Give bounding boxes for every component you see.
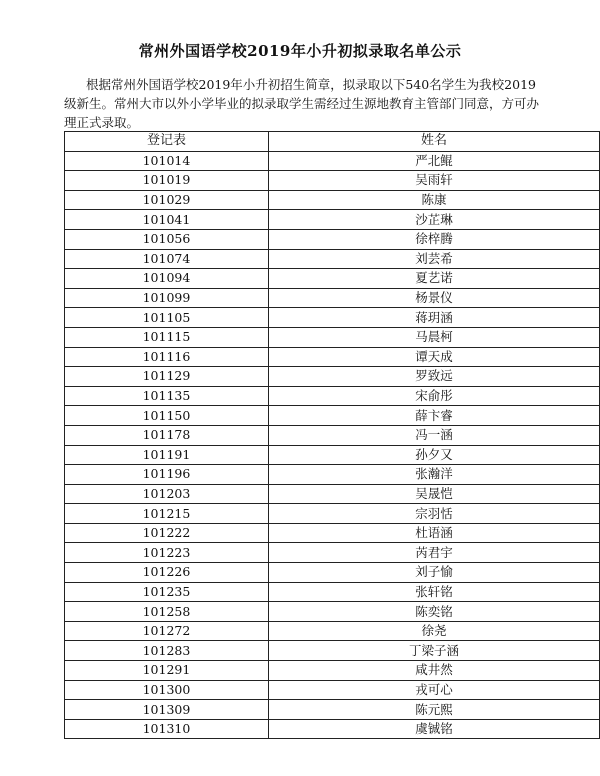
registration-id-cell: 101203 bbox=[65, 484, 269, 504]
table-row bbox=[65, 543, 600, 563]
student-name-cell: 薛卞睿 bbox=[268, 406, 599, 426]
student-name-cell: 丁梁子涵 bbox=[268, 641, 599, 661]
table-row bbox=[65, 171, 600, 191]
student-name-cell: 戎可心 bbox=[268, 680, 599, 700]
table-row bbox=[65, 269, 600, 289]
student-name-cell: 沙芷琳 bbox=[268, 210, 599, 230]
registration-id-cell: 101019 bbox=[65, 171, 269, 191]
table-row bbox=[65, 465, 600, 485]
registration-id-cell: 101129 bbox=[65, 367, 269, 387]
table-row bbox=[65, 425, 600, 445]
registration-id-cell: 101215 bbox=[65, 504, 269, 524]
header-registration-id: 登记表 bbox=[65, 132, 269, 152]
intro-paragraph: 根据常州外国语学校2019年小升初招生简章，拟录取以下540名学生为我校2019级新生。常州大市以外小学毕业的拟录取学生需经过生源地教育主管部门同意，方可办理正式录取。 bbox=[64, 77, 540, 130]
table-row bbox=[65, 621, 600, 641]
table-row bbox=[65, 582, 600, 602]
table-row bbox=[65, 190, 600, 210]
student-name-cell: 谭天成 bbox=[268, 347, 599, 367]
student-name-cell: 虞铖铭 bbox=[268, 719, 599, 739]
student-name-cell: 陈奕铭 bbox=[268, 602, 599, 622]
student-name-cell: 刘子愉 bbox=[268, 563, 599, 583]
table-row bbox=[65, 661, 600, 681]
table-header-row bbox=[65, 132, 600, 152]
registration-id-cell: 101099 bbox=[65, 288, 269, 308]
student-name-cell: 杜语涵 bbox=[268, 523, 599, 543]
student-name-cell: 宗羽恬 bbox=[268, 504, 599, 524]
registration-id-cell: 101094 bbox=[65, 269, 269, 289]
student-name-cell: 吴晟恺 bbox=[268, 484, 599, 504]
table-row bbox=[65, 367, 600, 387]
student-name-cell: 徐梓腾 bbox=[268, 229, 599, 249]
registration-id-cell: 101135 bbox=[65, 386, 269, 406]
table-row bbox=[65, 229, 600, 249]
student-name-cell: 罗致远 bbox=[268, 367, 599, 387]
student-name-cell: 宋俞彤 bbox=[268, 386, 599, 406]
student-name-cell: 徐尧 bbox=[268, 621, 599, 641]
registration-id-cell: 101178 bbox=[65, 425, 269, 445]
student-name-cell: 严北鲲 bbox=[268, 151, 599, 171]
registration-id-cell: 101272 bbox=[65, 621, 269, 641]
registration-id-cell: 101056 bbox=[65, 229, 269, 249]
registration-id-cell: 101196 bbox=[65, 465, 269, 485]
table-row bbox=[65, 484, 600, 504]
registration-id-cell: 101029 bbox=[65, 190, 269, 210]
registration-id-cell: 101310 bbox=[65, 719, 269, 739]
student-name-cell: 杨景仪 bbox=[268, 288, 599, 308]
registration-id-cell: 101014 bbox=[65, 151, 269, 171]
page-title: 常州外国语学校2019年小升初拟录取名单公示 bbox=[138, 42, 462, 60]
table-row bbox=[65, 719, 600, 739]
registration-id-cell: 101074 bbox=[65, 249, 269, 269]
student-name-cell: 夏艺诺 bbox=[268, 269, 599, 289]
registration-id-cell: 101041 bbox=[65, 210, 269, 230]
student-name-cell: 蒋玥涵 bbox=[268, 308, 599, 328]
table-body bbox=[65, 151, 600, 739]
registration-id-cell: 101258 bbox=[65, 602, 269, 622]
student-name-cell: 张瀚洋 bbox=[268, 465, 599, 485]
student-name-cell: 刘芸希 bbox=[268, 249, 599, 269]
table-row bbox=[65, 210, 600, 230]
student-name-cell: 孙夕又 bbox=[268, 445, 599, 465]
registration-id-cell: 101150 bbox=[65, 406, 269, 426]
table-row bbox=[65, 523, 600, 543]
registration-id-cell: 101222 bbox=[65, 523, 269, 543]
table-row bbox=[65, 680, 600, 700]
table-row bbox=[65, 445, 600, 465]
table-row bbox=[65, 641, 600, 661]
student-name-cell: 冯一涵 bbox=[268, 425, 599, 445]
registration-id-cell: 101235 bbox=[65, 582, 269, 602]
student-name-cell: 吴雨轩 bbox=[268, 171, 599, 191]
table-row bbox=[65, 288, 600, 308]
registration-id-cell: 101300 bbox=[65, 680, 269, 700]
student-name-cell: 张轩铭 bbox=[268, 582, 599, 602]
table-row bbox=[65, 327, 600, 347]
registration-id-cell: 101116 bbox=[65, 347, 269, 367]
header-name: 姓名 bbox=[268, 132, 599, 152]
table-row bbox=[65, 602, 600, 622]
table-row bbox=[65, 308, 600, 328]
student-name-cell: 陈元熙 bbox=[268, 700, 599, 720]
table-row bbox=[65, 563, 600, 583]
table-row bbox=[65, 347, 600, 367]
student-name-cell: 芮君宇 bbox=[268, 543, 599, 563]
student-name-cell: 马晨柯 bbox=[268, 327, 599, 347]
table-row bbox=[65, 406, 600, 426]
registration-id-cell: 101291 bbox=[65, 661, 269, 681]
registration-id-cell: 101115 bbox=[65, 327, 269, 347]
registration-id-cell: 101283 bbox=[65, 641, 269, 661]
table-row bbox=[65, 504, 600, 524]
table-row bbox=[65, 151, 600, 171]
student-name-cell: 咸井然 bbox=[268, 661, 599, 681]
admission-table bbox=[64, 131, 600, 739]
student-name-cell: 陈康 bbox=[268, 190, 599, 210]
registration-id-cell: 101309 bbox=[65, 700, 269, 720]
table-row bbox=[65, 386, 600, 406]
registration-id-cell: 101191 bbox=[65, 445, 269, 465]
registration-id-cell: 101223 bbox=[65, 543, 269, 563]
table-row bbox=[65, 700, 600, 720]
table-row bbox=[65, 249, 600, 269]
registration-id-cell: 101105 bbox=[65, 308, 269, 328]
registration-id-cell: 101226 bbox=[65, 563, 269, 583]
